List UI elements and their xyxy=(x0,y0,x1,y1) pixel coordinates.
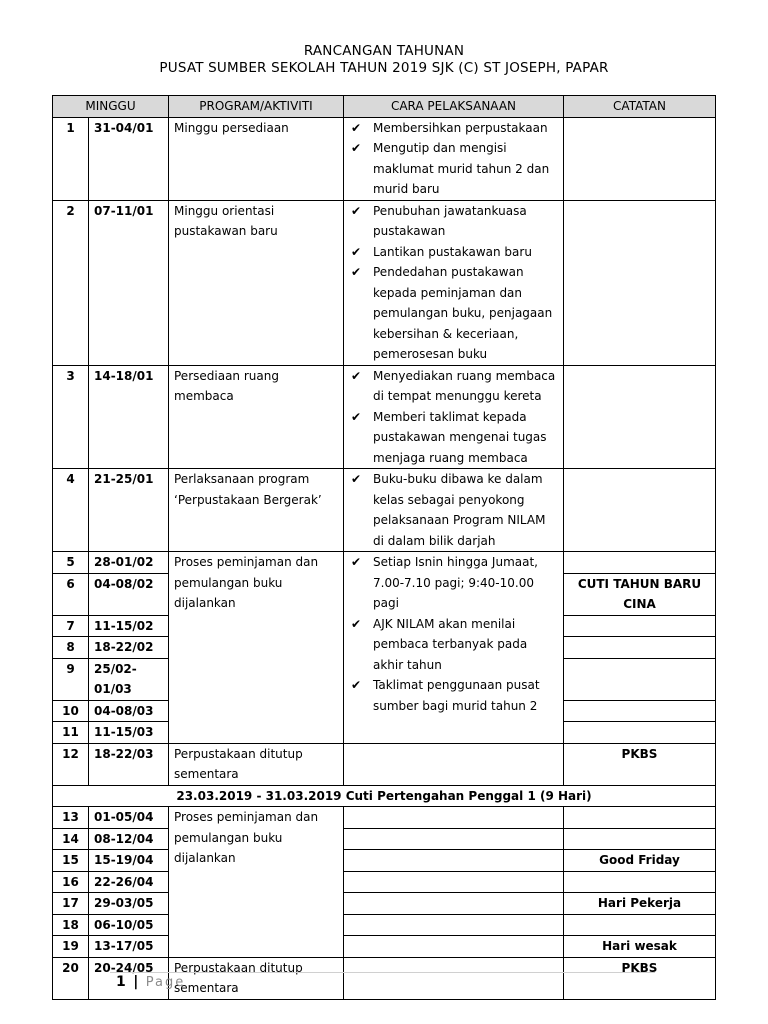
list-item: ✔ Penubuhan jawatankuasa pustakawan xyxy=(349,201,558,242)
list-item: ✔ Menyediakan ruang membaca di tempat menunggu kereta xyxy=(349,366,558,407)
program-cell: Perlaksanaan program ‘Perpustakaan Bergerak’ xyxy=(169,469,344,552)
check-icon: ✔ xyxy=(351,265,362,279)
program-cell: Proses peminjaman dan pemulangan buku dijalankan xyxy=(169,552,344,744)
table-row xyxy=(53,552,716,574)
catatan-cell xyxy=(564,807,716,829)
catatan-cell: CUTI TAHUN BARU CINA xyxy=(564,573,716,615)
week-date: 22-26/04 xyxy=(89,871,169,893)
catatan-cell xyxy=(564,914,716,936)
annual-plan-table xyxy=(52,95,716,1000)
table-row xyxy=(53,117,716,200)
catatan-cell xyxy=(564,637,716,659)
catatan-cell xyxy=(564,871,716,893)
cara-cell xyxy=(344,893,564,915)
catatan-cell xyxy=(564,552,716,574)
catatan-cell: Hari wesak xyxy=(564,936,716,958)
table-row xyxy=(53,807,716,829)
check-icon: ✔ xyxy=(351,120,362,135)
table-header-row xyxy=(53,96,716,118)
table-row xyxy=(53,743,716,785)
catatan-cell xyxy=(564,200,716,365)
catatan-cell xyxy=(564,700,716,722)
week-date: 25/02-01/03 xyxy=(89,658,169,700)
check-icon: ✔ xyxy=(351,472,362,486)
catatan-cell xyxy=(564,615,716,637)
week-number: 10 xyxy=(53,700,89,722)
week-number: 14 xyxy=(53,828,89,850)
table-row xyxy=(53,469,716,552)
cara-cell xyxy=(344,936,564,958)
cara-cell xyxy=(344,469,564,552)
list-item: ✔ Buku-buku dibawa ke dalam kelas sebagai penyokong pelaksanaan Program NILAM di dalam bilik darjah xyxy=(349,469,558,551)
check-icon: ✔ xyxy=(351,616,362,631)
program-cell: Minggu persediaan xyxy=(169,117,344,200)
table-row xyxy=(53,828,716,850)
week-date: 15-19/04 xyxy=(89,850,169,872)
list-item: ✔ Pendedahan pustakawan kepada peminjaman dan pemulangan buku, penjagaan kebersihan & keceriaan, pemerosesan buku xyxy=(349,262,558,365)
program-cell: Proses peminjaman dan pemulangan buku dijalankan xyxy=(169,807,344,958)
week-number: 16 xyxy=(53,871,89,893)
table-row xyxy=(53,871,716,893)
check-icon: ✔ xyxy=(351,555,362,569)
footer-divider xyxy=(110,972,655,973)
list-item: ✔ Taklimat penggunaan pusat sumber bagi murid tahun 2 xyxy=(349,675,558,716)
week-date: 18-22/02 xyxy=(89,637,169,659)
week-date: 21-25/01 xyxy=(89,469,169,552)
week-date: 01-05/04 xyxy=(89,807,169,829)
week-number: 3 xyxy=(53,365,89,469)
catatan-cell: Good Friday xyxy=(564,850,716,872)
week-date: 11-15/02 xyxy=(89,615,169,637)
week-date: 29-03/05 xyxy=(89,893,169,915)
week-number: 6 xyxy=(53,573,89,615)
table-row xyxy=(53,893,716,915)
table-row xyxy=(53,200,716,365)
check-icon: ✔ xyxy=(351,678,362,692)
check-icon: ✔ xyxy=(351,244,362,259)
week-date: 04-08/02 xyxy=(89,573,169,615)
catatan-cell xyxy=(564,658,716,700)
program-cell: Perpustakaan ditutup sementara xyxy=(169,743,344,785)
program-cell: Minggu orientasi pustakawan baru xyxy=(169,200,344,365)
catatan-cell xyxy=(564,117,716,200)
program-cell: Perpustakaan ditutup sementara xyxy=(169,957,344,999)
week-date: 20-24/05 xyxy=(89,957,169,999)
cara-cell xyxy=(344,117,564,200)
week-number: 17 xyxy=(53,893,89,915)
week-number: 12 xyxy=(53,743,89,785)
check-icon: ✔ xyxy=(351,368,362,383)
page-number: 1 xyxy=(116,974,126,990)
week-date: 07-11/01 xyxy=(89,200,169,365)
list-item: ✔ Setiap Isnin hingga Jumaat, 7.00-7.10 pagi; 9:40-10.00 pagi xyxy=(349,552,558,614)
week-date: 13-17/05 xyxy=(89,936,169,958)
catatan-cell: PKBS xyxy=(564,743,716,785)
catatan-cell xyxy=(564,365,716,469)
week-number: 13 xyxy=(53,807,89,829)
list-item: ✔ Memberi taklimat kepada pustakawan mengenai tugas menjaga ruang membaca xyxy=(349,407,558,469)
week-number: 9 xyxy=(53,658,89,700)
col-cara: CARA PELAKSANAAN xyxy=(344,96,564,118)
document-subtitle: PUSAT SUMBER SEKOLAH TAHUN 2019 SJK (C) ST JOSEPH, PAPAR xyxy=(159,60,609,76)
col-minggu: MINGGU xyxy=(53,96,169,118)
week-number: 19 xyxy=(53,936,89,958)
week-date: 06-10/05 xyxy=(89,914,169,936)
week-date: 31-04/01 xyxy=(89,117,169,200)
list-item: ✔ AJK NILAM akan menilai pembaca terbanyak pada akhir tahun xyxy=(349,614,558,676)
page-footer xyxy=(116,974,185,990)
cara-cell xyxy=(344,200,564,365)
week-number: 4 xyxy=(53,469,89,552)
cara-cell xyxy=(344,552,564,744)
list-item: ✔ Membersihkan perpustakaan xyxy=(349,118,558,139)
catatan-cell: PKBS xyxy=(564,957,716,999)
page-label: Page xyxy=(145,975,186,990)
week-number: 2 xyxy=(53,200,89,365)
table-row xyxy=(53,914,716,936)
cara-cell xyxy=(344,743,564,785)
catatan-cell xyxy=(564,469,716,552)
document-title: RANCANGAN TAHUNAN xyxy=(303,43,465,59)
week-number: 8 xyxy=(53,637,89,659)
week-date: 08-12/04 xyxy=(89,828,169,850)
cara-cell xyxy=(344,807,564,829)
week-date: 11-15/03 xyxy=(89,722,169,744)
week-number: 7 xyxy=(53,615,89,637)
week-number: 11 xyxy=(53,722,89,744)
week-number: 5 xyxy=(53,552,89,574)
col-program: PROGRAM/AKTIVITI xyxy=(169,96,344,118)
list-item: ✔ Lantikan pustakawan baru xyxy=(349,242,558,263)
col-catatan: CATATAN xyxy=(564,96,716,118)
cara-cell xyxy=(344,365,564,469)
cara-cell xyxy=(344,871,564,893)
holiday-break-row xyxy=(53,785,716,807)
check-icon: ✔ xyxy=(351,141,362,155)
holiday-break-label: 23.03.2019 - 31.03.2019 Cuti Pertengahan Penggal 1 (9 Hari) xyxy=(53,785,716,807)
catatan-cell: Hari Pekerja xyxy=(564,893,716,915)
catatan-cell xyxy=(564,828,716,850)
table-row xyxy=(53,365,716,469)
week-number: 15 xyxy=(53,850,89,872)
program-cell: Persediaan ruang membaca xyxy=(169,365,344,469)
cara-cell xyxy=(344,850,564,872)
catatan-cell xyxy=(564,722,716,744)
table-row xyxy=(53,936,716,958)
week-date: 14-18/01 xyxy=(89,365,169,469)
week-date: 28-01/02 xyxy=(89,552,169,574)
cara-cell xyxy=(344,957,564,999)
week-number: 1 xyxy=(53,117,89,200)
check-icon: ✔ xyxy=(351,409,362,424)
cara-cell xyxy=(344,914,564,936)
page-separator: | xyxy=(133,974,139,990)
list-item: ✔ Mengutip dan mengisi maklumat murid tahun 2 dan murid baru xyxy=(349,138,558,200)
week-date: 04-08/03 xyxy=(89,700,169,722)
week-date: 18-22/03 xyxy=(89,743,169,785)
week-number: 20 xyxy=(53,957,89,999)
cara-cell xyxy=(344,828,564,850)
week-number: 18 xyxy=(53,914,89,936)
check-icon: ✔ xyxy=(351,203,362,218)
table-row xyxy=(53,850,716,872)
